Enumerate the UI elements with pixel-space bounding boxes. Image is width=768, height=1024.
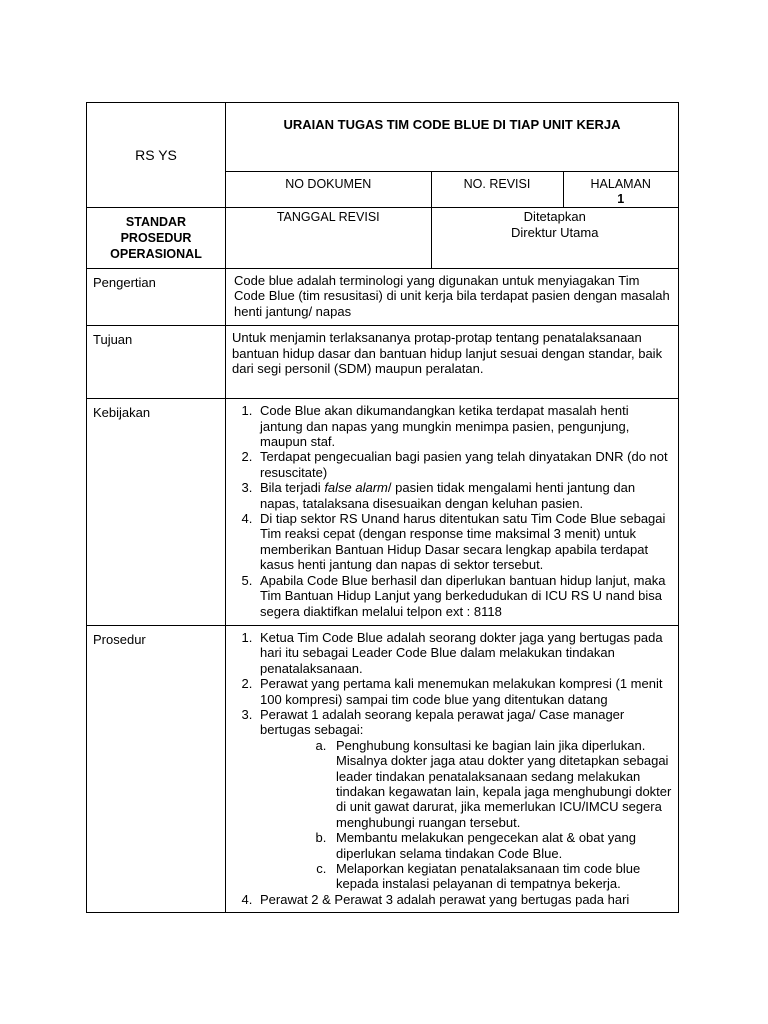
prosedur-list [232,630,672,907]
prosedur-item: 2. Perawat yang pertama kali menemukan melakukan kompresi (1 menit 100 kompresi) sampai tim code blue yang ditentukan datang [256,676,672,707]
sop-label-cell [87,208,226,269]
kebijakan-item: 1. Code Blue akan dikumandangkan ketika terdapat masalah henti jantung dan napas yang mungkin menimpa pasien, pengunjung, maupun staf. [256,403,672,449]
prosedur-subitem: a. Penghubung konsultasi ke bagian lain jika diperlukan. Misalnya dokter jaga atau dokter yang ditetapkan sebagai leader tindakan penatalaksanaan sedang melakukan tindakan kegawatan lain, kepala jaga menghubungi dokter di unit gawat darurat, jika memerlukan ICU/IMCU segera menghubungi ruangan tersebut. [330,738,672,830]
kebijakan-item [256,480,672,511]
kebijakan-item: 2. Terdapat pengecualian bagi pasien yang telah dinyatakan DNR (do not resuscitate) [256,449,672,480]
prosedur-item: 4. Perawat 2 & Perawat 3 adalah perawat yang bertugas pada hari [256,892,672,907]
pengertian-content [226,269,679,326]
prosedur-subitem: c. Melaporkan kegiatan penatalaksanaan tim code blue kepada instalasi pelayanan di tempatnya bekerja. [330,861,672,892]
tujuan-label: Tujuan [93,332,133,348]
revision-approval-row [226,208,679,269]
revision-approval-table [226,208,678,268]
revision-date-cell [226,208,431,268]
sop-line-3: OPERASIONAL [110,247,202,261]
pengertian-label-cell [87,269,226,326]
org-name-cell [87,103,226,208]
revision-number-cell [431,172,563,207]
sop-table [86,102,679,913]
tujuan-content [226,326,679,399]
false-alarm-term: false alarm [324,480,388,496]
tujuan-text: Untuk menjamin terlaksananya protap-protap tentang penatalaksanaan bantuan hidup dasar dan bantuan hidup lanjut sesuai dengan standar, baik dari segi personil (SDM) maupun peralatan. [232,330,663,377]
kebijakan-item: 4. Di tiap sektor RS Unand harus ditentukan satu Tim Code Blue sebagai Tim reaksi cepat (dengan response time maksimal 3 menit) untuk memberikan Bantuan Hidup Dasar secara lengkap apabila terdapat kasus henti jantung dan napas di sektor tersebut. [256,511,672,573]
approval-cell [431,208,678,268]
tujuan-label-cell [87,326,226,399]
kebijakan-content [226,399,679,626]
page-label: HALAMAN [590,177,651,191]
prosedur-item [256,707,672,892]
prosedur-sublist [260,738,672,892]
kebijakan-item-3-suffix: / pasien tidak mengalami henti jantung dan napas, tatalaksana disesuaikan dengan keluhan pasien. [260,480,636,511]
org-name: RS YS [135,147,177,163]
prosedur-label: Prosedur [93,631,146,647]
revision-number-label: NO. REVISI [463,177,531,191]
kebijakan-item: 5. Apabila Code Blue berhasil dan diperlukan bantuan hidup lanjut, maka Tim Bantuan Hidup Lanjut yang berkedudukan di ICU RS U nand bisa segera diaktifkan melalui telpon ext : 8118 [256,573,672,619]
prosedur-item: 1. Ketua Tim Code Blue adalah seorang dokter jaga yang bertugas pada hari itu sebagai Leader Code Blue dalam melakukan tindakan penatalaksanaan. [256,630,672,676]
approved-by-line-2: Direktur Utama [511,225,599,240]
prosedur-item-3-text: Perawat 1 adalah seorang kepala perawat jaga/ Case manager bertugas sebagai: [260,706,625,738]
page-number-cell [563,172,678,207]
prosedur-content [226,625,679,912]
doc-meta-table [226,172,678,207]
document-title: URAIAN TUGAS TIM CODE BLUE DI TIAP UNIT KERJA [283,117,621,132]
approved-by-line-1: Ditetapkan [523,209,586,224]
doc-number-label: NO DOKUMEN [285,177,372,191]
doc-number-cell [226,172,431,207]
doc-meta-row [226,172,679,208]
kebijakan-label: Kebijakan [93,405,151,421]
prosedur-label-cell [87,625,226,912]
sop-line-1: STANDAR [125,215,187,229]
page-value: 1 [617,192,625,206]
pengertian-label: Pengertian [93,275,156,290]
kebijakan-label-cell [87,399,226,626]
revision-date-label: TANGGAL REVISI [276,210,380,224]
kebijakan-list [232,403,672,619]
kebijakan-item-3-prefix: Bila terjadi [260,480,325,496]
sop-line-2: PROSEDUR [120,231,192,245]
document-title-cell [226,103,679,172]
prosedur-subitem: b. Membantu melakukan pengecekan alat & obat yang diperlukan selama tindakan Code Blue. [330,830,672,861]
pengertian-text: Code blue adalah terminologi yang digunakan untuk menyiagakan Tim Code Blue (tim resusitasi) di unit kerja bila terdapat pasien dengan masalah henti jantung/ napas [234,273,670,319]
